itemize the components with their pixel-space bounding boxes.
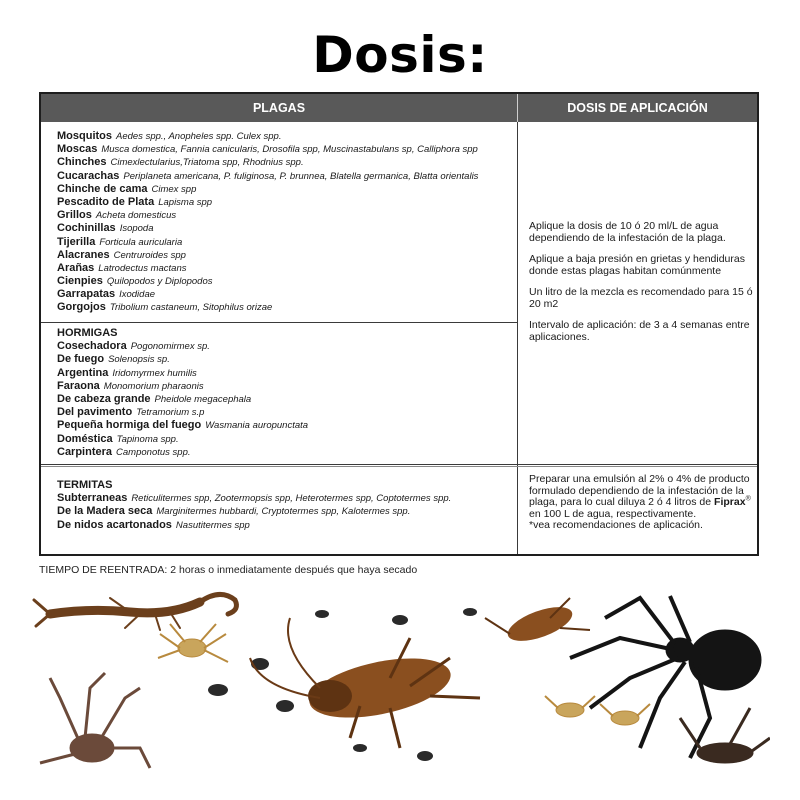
list-item: De fuego Solenopsis sp. [57, 353, 170, 366]
list-item: Pescadito de Plata Lapisma spp [57, 195, 213, 208]
list-item: Argentina Iridomyrmex humilis [57, 366, 197, 379]
list-item: Mosquitos Aedes spp., Anopheles spp. Culex spp. [57, 130, 282, 142]
column-divider [517, 122, 518, 554]
insect-illustration [30, 578, 770, 778]
dosis-paragraph: Un litro de la mezcla es recomendado para 15 ó 20 m2 [529, 286, 753, 310]
scorpion-icon [34, 594, 236, 630]
list-item: Del pavimento Tetramorium s.p [57, 406, 205, 419]
dosis-termitas-text [529, 474, 754, 532]
brand-name: Fiprax [714, 496, 746, 508]
row-divider [41, 466, 757, 467]
termitas-list [57, 479, 451, 532]
section-title-termitas: TERMITAS [57, 479, 113, 491]
list-item: Cosechadora Pogonomirmex sp. [57, 340, 210, 353]
list-item: Cochinillas Isopoda [57, 222, 154, 235]
row-divider [41, 322, 518, 323]
black-widow-spider-icon [570, 596, 761, 758]
section-title-hormigas: HORMIGAS [57, 327, 118, 339]
hormigas-list [57, 327, 308, 459]
cockroach-icon [250, 618, 480, 748]
list-item: Cienpies Quilopodos y Diplopodos [57, 275, 213, 288]
dosis-paragraph: Intervalo de aplicación: de 3 a 4 semanas entre aplicaciones. [529, 319, 750, 343]
list-item: Garrapatas Ixodidae [57, 288, 156, 301]
reentry-time: TIEMPO DE REENTRADA: 2 horas o inmediatamente después que haya secado [39, 564, 418, 576]
list-item: Tijerilla Forticula auricularia [57, 235, 183, 248]
list-item: Arañas Latrodectus mactans [57, 261, 187, 274]
list-item: Carpintera Camponotus spp. [57, 445, 191, 458]
spider-icon [40, 673, 150, 768]
application-note: *vea recomendaciones de aplicación. [529, 519, 703, 531]
list-item: Doméstica Tapinoma spp. [57, 432, 179, 445]
list-item: Subterraneas Reticulitermes spp, Zootermopsis spp, Heterotermes spp, Coptotermes spp. [57, 492, 452, 505]
list-item: Grillos Acheta domesticus [57, 209, 177, 222]
list-item: De nidos acartonados Nasutitermes spp [57, 518, 250, 531]
header-dosis: DOSIS DE APLICACIÓN [518, 94, 757, 122]
registered-mark: ® [745, 495, 751, 503]
plagas-list [57, 130, 478, 315]
list-item: Gorgojos Tribolium castaneum, Sitophilus orizae [57, 301, 273, 314]
list-item: Faraona Monomorium pharaonis [57, 379, 204, 392]
header-plagas: PLAGAS [41, 94, 518, 122]
dosis-main-text [529, 221, 754, 353]
list-item: Cucarachas Periplaneta americana, P. fuliginosa, P. brunnea, Blatella germanica, Blatta orientalis [57, 169, 479, 182]
list-item: De la Madera seca Marginitermes hubbardi, Cryptotermes spp, Kalotermes spp. [57, 505, 411, 518]
row-divider [41, 464, 757, 465]
list-item: Moscas Musca domestica, Fannia canicularis, Drosofila spp, Muscinastabulans sp, Calliphora spp [57, 143, 478, 156]
list-item: Chinche de cama Cimex spp [57, 182, 197, 195]
list-item: Pequeña hormiga del fuego Wasmania auropunctata [57, 419, 309, 432]
spider-icon [158, 624, 228, 662]
list-item: Chinches Cimexlectularius,Triatoma spp, Rhodnius spp. [57, 156, 304, 169]
dosage-table [39, 92, 759, 556]
dosis-paragraph: Aplique la dosis de 10 ó 20 ml/L de agua dependiendo de la infestación de la plaga. [529, 220, 726, 244]
list-item: De cabeza grande Pheidole megacephala [57, 392, 252, 405]
dosis-termitas-paragraph: Preparar una emulsión al 2% o 4% de producto formulado dependiendo de la infestación de la plaga, para lo cual diluya 2 ó 4 litros de Fiprax® en 100 L de agua, respectivamente. [529, 473, 751, 520]
dosis-paragraph: Aplique a baja presión en grietas y hendiduras donde estas plagas habitan comúnmente [529, 253, 745, 277]
page-title: Dosis: [312, 26, 488, 84]
list-item: Alacranes Centruroides spp [57, 248, 186, 261]
cockroach-icon [485, 598, 590, 648]
